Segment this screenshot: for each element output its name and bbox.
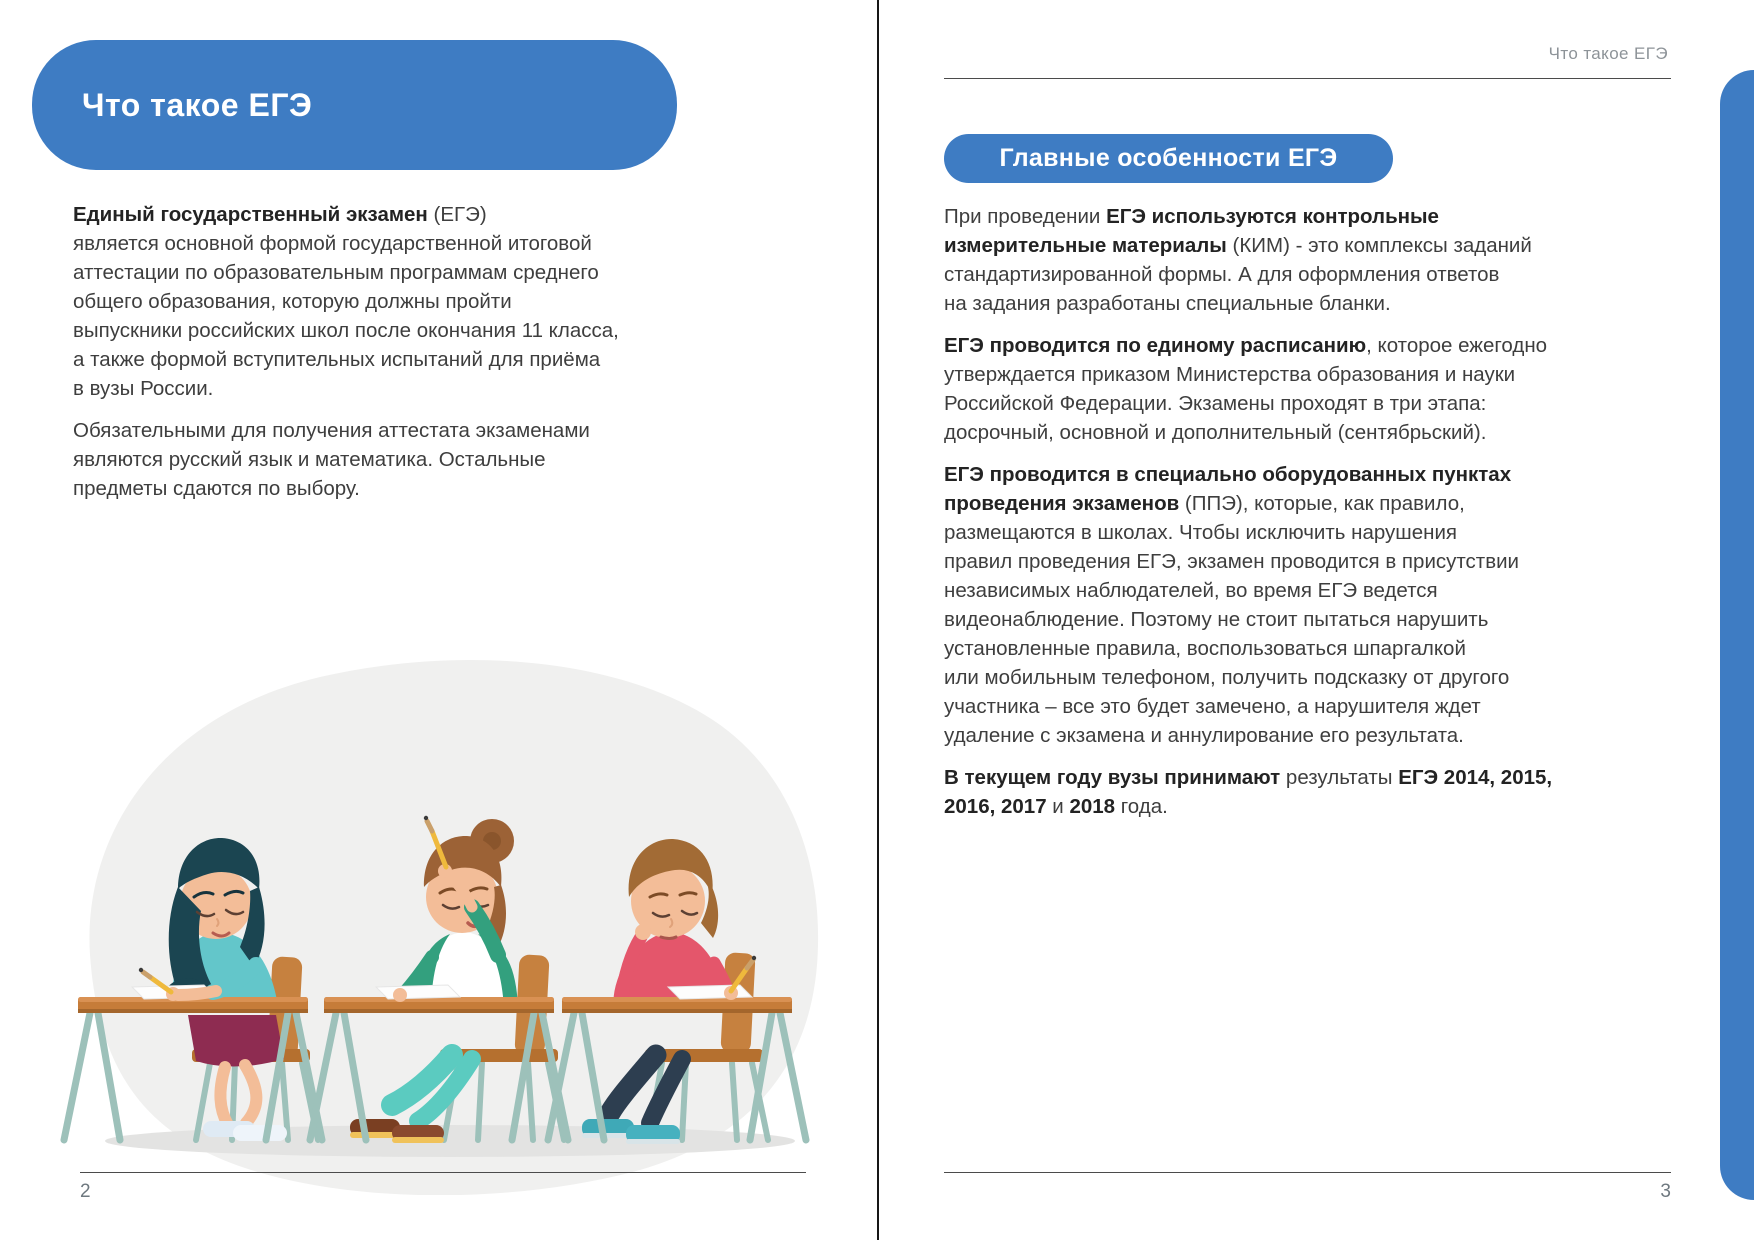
text-line: участника – все это будет замечено, а нарушителя ждет: [944, 695, 1481, 718]
page-number-left: 2: [80, 1181, 91, 1202]
paragraph: [944, 202, 1689, 318]
paragraph: [73, 200, 763, 403]
text-line: При проведении ЕГЭ используются контрольные: [944, 205, 1439, 228]
paragraph: [944, 460, 1689, 750]
page-number-right: 3: [1660, 1181, 1671, 1202]
text-line: а также формой вступительных испытаний для приёма: [73, 348, 601, 371]
text-line: удаление с экзамена и аннулирование его результата.: [944, 724, 1464, 747]
text-line: установленные правила, воспользоваться шпаргалкой: [944, 637, 1466, 660]
right-footer-rule: [944, 1172, 1671, 1173]
left-body-text: [73, 200, 763, 516]
running-header: Что такое ЕГЭ: [1548, 44, 1668, 63]
right-body-text: [944, 202, 1689, 834]
page-divider-line: [877, 0, 879, 1240]
right-edge-tab: [1720, 70, 1754, 1200]
students-exam-illustration: [20, 635, 860, 1195]
text-line: являются русский язык и математика. Остальные: [73, 448, 546, 471]
paragraph: [73, 416, 763, 503]
text-line: ЕГЭ проводится в специально оборудованных пунктах: [944, 463, 1512, 486]
text-line: утверждается приказом Министерства образования и науки: [944, 363, 1516, 386]
text-line: Обязательными для получения аттестата экзаменами: [73, 419, 590, 442]
text-line: или мобильным телефоном, получить подсказку от другого: [944, 666, 1510, 689]
text-line: общего образования, которую должны пройти: [73, 290, 512, 313]
text-line: независимых наблюдателей, во время ЕГЭ ведется: [944, 579, 1438, 602]
text-line: ЕГЭ проводится по единому расписанию, которое ежегодно: [944, 334, 1548, 357]
left-footer-rule: [80, 1172, 806, 1173]
section-badge-label: Главные особенности ЕГЭ: [999, 144, 1338, 172]
text-line: предметы сдаются по выбору.: [73, 477, 360, 500]
left-title-banner: [32, 40, 677, 170]
text-line: измерительные материалы (КИМ) - это комплексы заданий: [944, 234, 1532, 257]
text-line: в вузы России.: [73, 377, 214, 400]
right-header-rule: [944, 78, 1671, 79]
text-line: размещаются в школах. Чтобы исключить нарушения: [944, 521, 1457, 544]
text-line: на задания разработаны специальные бланки.: [944, 292, 1391, 315]
text-line: видеонаблюдение. Поэтому не стоит пытаться нарушить: [944, 608, 1489, 631]
text-line: проведения экзаменов (ППЭ), которые, как правило,: [944, 492, 1465, 515]
section-badge: [944, 134, 1393, 183]
text-line: аттестации по образовательным программам среднего: [73, 261, 599, 284]
text-line: В текущем году вузы принимают результаты ЕГЭ 2014, 2015,: [944, 766, 1553, 789]
text-line: правил проведения ЕГЭ, экзамен проводится в присутствии: [944, 550, 1519, 573]
text-line: 2016, 2017 и 2018 года.: [944, 795, 1168, 818]
page-title: Что такое ЕГЭ: [82, 86, 313, 123]
text-line: Российской Федерации. Экзамены проходят в три этапа:: [944, 392, 1487, 415]
paragraph: [944, 331, 1689, 447]
text-line: выпускники российских школ после окончания 11 класса,: [73, 319, 619, 342]
paragraph: [944, 763, 1689, 821]
text-line: досрочный, основной и дополнительный (сентябрьский).: [944, 421, 1487, 444]
text-line: Единый государственный экзамен (ЕГЭ): [73, 203, 487, 226]
text-line: стандартизированной формы. А для оформления ответов: [944, 263, 1500, 286]
text-line: является основной формой государственной итоговой: [73, 232, 592, 255]
